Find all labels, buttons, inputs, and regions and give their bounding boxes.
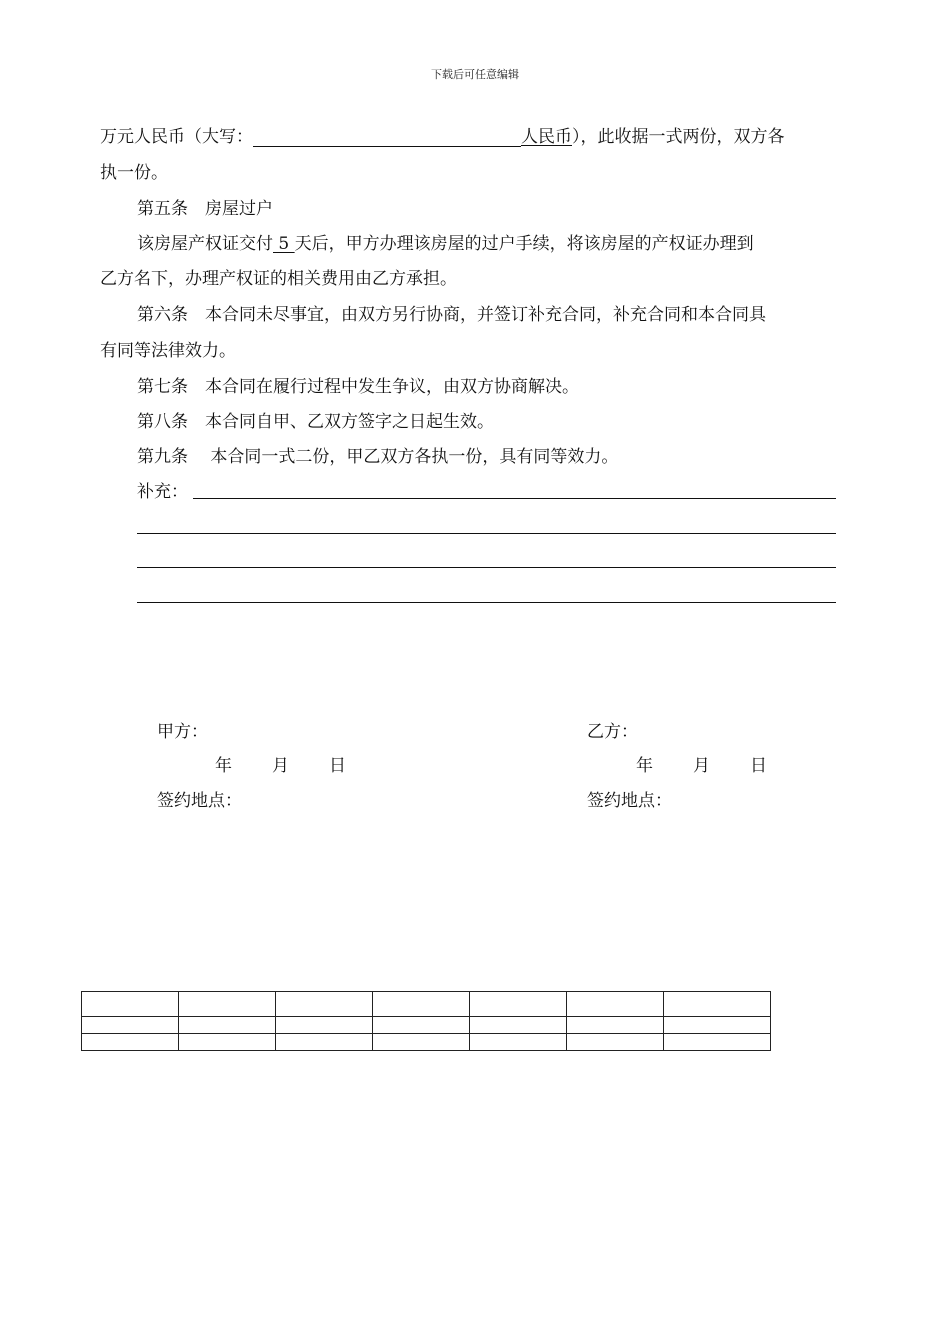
page-header: 下载后可任意编辑: [431, 68, 519, 81]
article-8-text: 第八条 本合同自甲、乙双方签字之日起生效。: [137, 412, 494, 432]
party-b-label: 乙方：: [587, 722, 638, 742]
table-cell[interactable]: [567, 1034, 664, 1051]
table-cell[interactable]: [276, 1017, 373, 1034]
supplement-line-4[interactable]: [137, 602, 836, 603]
month-label: 月: [693, 756, 710, 776]
party-b-signing-place: 签约地点：: [587, 791, 672, 811]
table-cell[interactable]: [373, 992, 470, 1017]
table-cell[interactable]: [664, 992, 771, 1017]
supplement-line-3[interactable]: [137, 567, 836, 568]
table-cell[interactable]: [664, 1034, 771, 1051]
table-cell[interactable]: [179, 992, 276, 1017]
party-b-date: [636, 755, 767, 777]
table-cell[interactable]: [567, 1017, 664, 1034]
table-cell[interactable]: [373, 1034, 470, 1051]
table-cell[interactable]: [470, 1034, 567, 1051]
table-cell[interactable]: [276, 1034, 373, 1051]
table-cell[interactable]: [567, 992, 664, 1017]
table-cell[interactable]: [82, 1034, 179, 1051]
transfer-days-field[interactable]: 5: [273, 234, 295, 254]
table-cell[interactable]: [470, 992, 567, 1017]
party-a-date: [215, 755, 346, 777]
supplement-line-1[interactable]: [193, 498, 836, 499]
article-5-continued: 乙方名下，办理产权证的相关费用由乙方承担。: [100, 269, 457, 289]
table-row: [82, 1017, 771, 1034]
party-a-signing-place: 签约地点：: [157, 791, 242, 811]
supplement-label: 补充：: [137, 482, 188, 502]
day-label: 日: [329, 756, 346, 776]
article-9-text: 第九条 本合同一式二份，甲乙双方各执一份，具有同等效力。: [137, 447, 619, 467]
table-cell[interactable]: [82, 1017, 179, 1034]
table-cell[interactable]: [373, 1017, 470, 1034]
table-row: [82, 992, 771, 1017]
receipt-clause-continued: 执一份。: [100, 163, 168, 183]
article-5-title: 第五条 房屋过户: [137, 199, 273, 219]
receipt-clause: [100, 126, 785, 148]
receipt-copies-text: ），此收据一式两份，双方各: [572, 127, 785, 147]
table-cell[interactable]: [276, 992, 373, 1017]
table-cell[interactable]: [470, 1017, 567, 1034]
table-cell[interactable]: [82, 992, 179, 1017]
year-label: 年: [636, 756, 653, 776]
article-7-text: 第七条 本合同在履行过程中发生争议，由双方协商解决。: [137, 377, 579, 397]
blank-table: [81, 991, 771, 1051]
article-6-text: 第六条 本合同未尽事宜，由双方另行协商，并签订补充合同，补充合同和本合同具: [137, 305, 766, 325]
table-cell[interactable]: [179, 1034, 276, 1051]
table-cell[interactable]: [664, 1017, 771, 1034]
supplement-line-2[interactable]: [137, 533, 836, 534]
party-a-label: 甲方：: [157, 722, 208, 742]
table-row: [82, 1034, 771, 1051]
day-label: 日: [750, 756, 767, 776]
article-5-text-a: 该房屋产权证交付: [137, 234, 273, 254]
amount-in-words-blank[interactable]: [253, 129, 521, 147]
year-label: 年: [215, 756, 232, 776]
month-label: 月: [272, 756, 289, 776]
table-cell[interactable]: [179, 1017, 276, 1034]
article-5-text: [137, 233, 754, 255]
receipt-amount-text: 万元人民币（大写：: [100, 127, 253, 147]
article-5-text-b: 天后，甲方办理该房屋的过户手续，将该房屋的产权证办理到: [294, 234, 754, 254]
article-6-continued: 有同等法律效力。: [100, 341, 236, 361]
currency-label: 人民币: [521, 127, 572, 147]
